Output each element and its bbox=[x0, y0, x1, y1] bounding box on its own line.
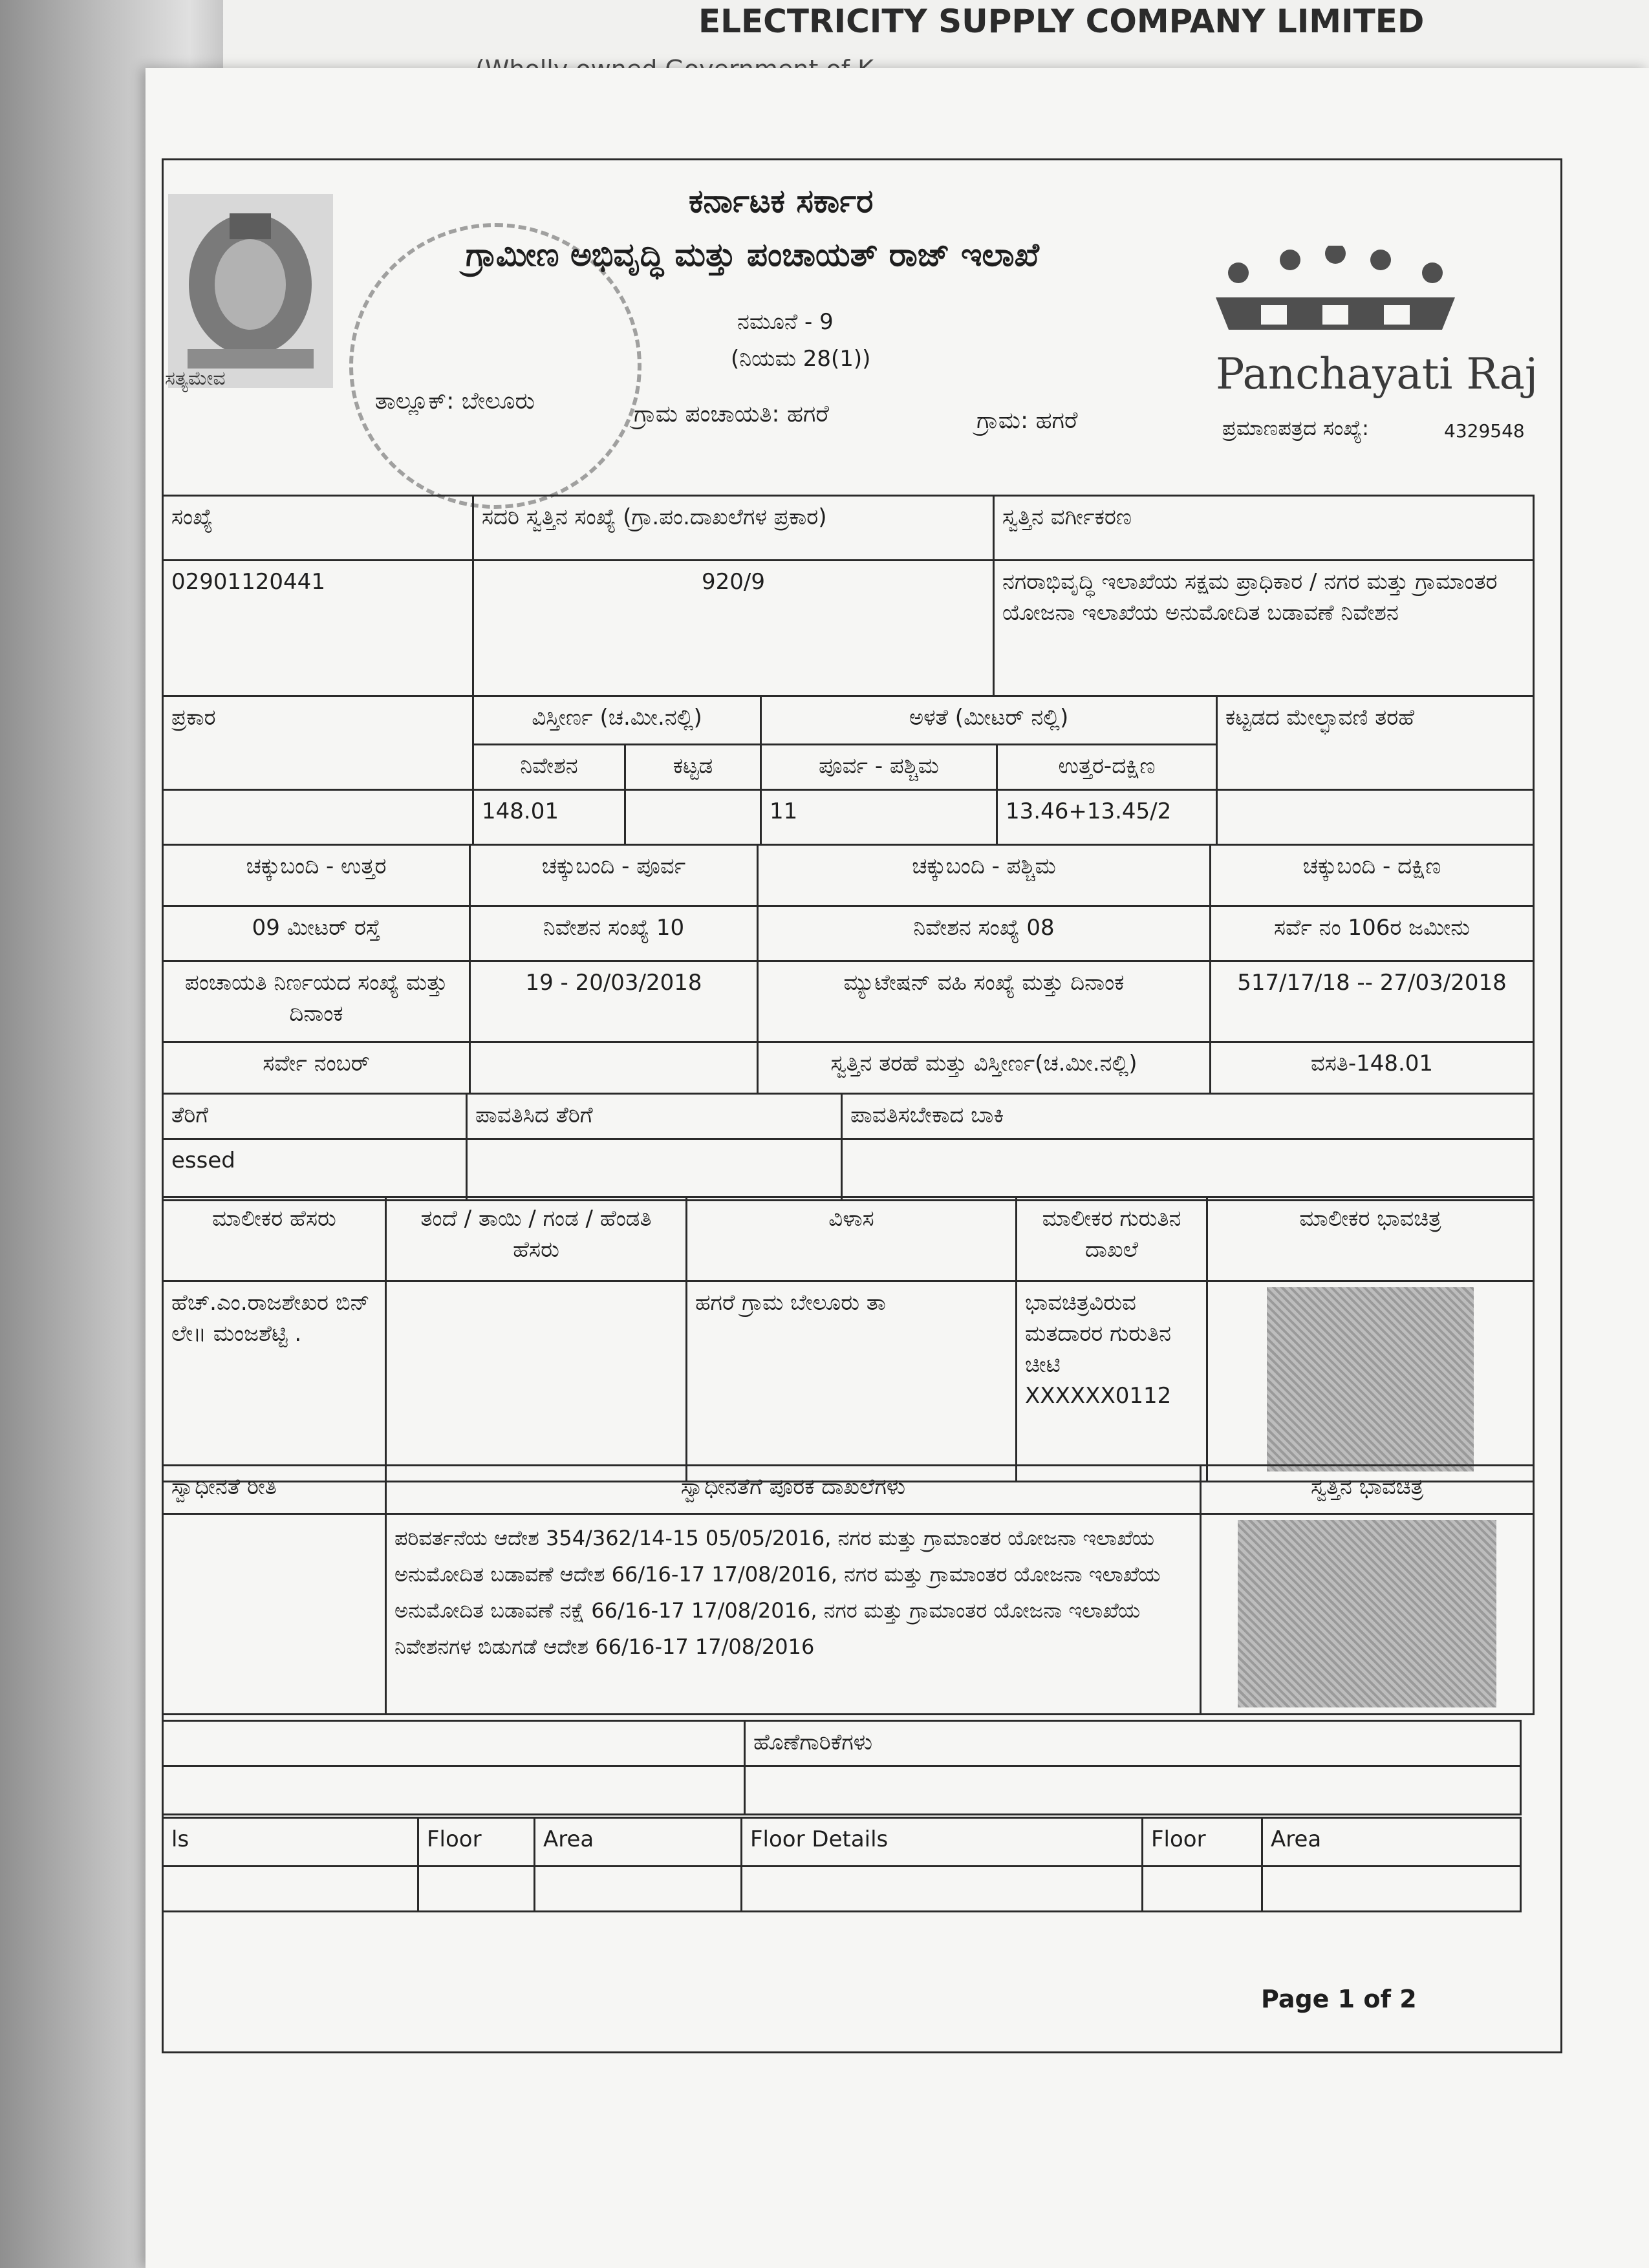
emblem-caption: ಸತ್ಯಮೇವ bbox=[165, 367, 226, 390]
south-boundary-value: ಸರ್ವೆ ನಂ 106ರ ಜಮೀನು bbox=[1211, 906, 1534, 961]
roof-type-value bbox=[1217, 790, 1534, 845]
boundaries-table bbox=[162, 844, 1535, 1095]
tax-due-value bbox=[842, 1139, 1534, 1201]
property-photo-cell bbox=[1201, 1514, 1534, 1715]
floor-cell bbox=[742, 1867, 1143, 1912]
west-boundary-value: ನಿವೇಶನ ಸಂಖ್ಯೆ 08 bbox=[758, 906, 1211, 961]
address-label: ವಿಳಾಸ bbox=[687, 1197, 1017, 1281]
north-south-label: ಉತ್ತರ-ದಕ್ಷಿಣ bbox=[997, 745, 1217, 790]
liabilities-left bbox=[163, 1721, 745, 1766]
acquisition-docs-label: ಸ್ವಾಧೀನತೆಗೆ ಪೂರಕ ದಾಖಲೆಗಳು bbox=[386, 1466, 1201, 1514]
panchayati-raj-logo bbox=[1209, 246, 1461, 365]
property-photo-label: ಸ್ವತ್ತಿನ ಭಾವಚಿತ್ರ bbox=[1201, 1466, 1534, 1514]
gram-panchayat-label: ಗ್ರಾಮ ಪಂಚಾಯತಿ: ಹಗರೆ bbox=[634, 401, 829, 427]
roof-type-label: ಕಟ್ಟಡದ ಮೇಲ್ಛಾವಣಿ ತರಹೆ bbox=[1217, 696, 1534, 790]
east-west-label: ಪೂರ್ವ - ಪಶ್ಚಿಮ bbox=[761, 745, 997, 790]
relative-name-label: ತಂದೆ / ತಾಯಿ / ಗಂಡ / ಹೆಂಡತಿ ಹೆಸರು bbox=[386, 1197, 687, 1281]
building-area-value bbox=[625, 790, 761, 845]
north-boundary-value: 09 ಮೀಟರ್ ರಸ್ತೆ bbox=[163, 906, 470, 961]
mutation-value: 517/17/18 -- 27/03/2018 bbox=[1211, 961, 1534, 1042]
survey-number-value bbox=[470, 1042, 758, 1094]
owner-table bbox=[162, 1196, 1535, 1482]
south-boundary-label: ಚಕ್ಕುಬಂದಿ - ದಕ್ಷಿಣ bbox=[1211, 845, 1534, 906]
owner-photo bbox=[1267, 1287, 1474, 1471]
floor-col-area: Area bbox=[535, 1818, 742, 1867]
row1-c3-label: ಸ್ವತ್ತಿನ ವರ್ಗೀಕರಣ bbox=[994, 496, 1534, 561]
rule-reference: (ನಿಯಮ 28(1)) bbox=[731, 346, 871, 372]
property-number-table bbox=[162, 495, 1535, 697]
north-south-value: 13.46+13.45/2 bbox=[997, 790, 1217, 845]
floor-col-floor: Floor bbox=[418, 1818, 535, 1867]
tax-label: ತೆರಿಗೆ bbox=[163, 1094, 467, 1139]
row1-c2-label: ಸದರಿ ಸ್ವತ್ತಿನ ಸಂಖ್ಯೆ (ಗ್ರಾ.ಪಂ.ದಾಖಲೆಗಳ ಪ್ರಕಾರ) bbox=[473, 496, 994, 561]
liabilities-value bbox=[745, 1766, 1521, 1815]
east-west-value: 11 bbox=[761, 790, 997, 845]
property-type-label: ಸ್ವತ್ತಿನ ತರಹೆ ಮತ್ತು ವಿಸ್ತೀರ್ಣ(ಚ.ಮೀ.ನಲ್ಲಿ) bbox=[758, 1042, 1211, 1094]
acquisition-docs-value: ಪರಿವರ್ತನೆಯ ಆದೇಶ 354/362/14-15 05/05/2016, ನಗರ ಮತ್ತು ಗ್ರಾಮಾಂತರ ಯೋಜನಾ ಇಲಾಖೆಯ ಅನುಮೋದಿತ ಬಡಾವಣೆ ಆದೇಶ 66/16-17 17/08/2016, ನಗರ ಮತ್ತು ಗ್ರಾಮಾಂತರ ಯೋಜನಾ ಇಲಾಖೆಯ ಅನುಮೋದಿತ ಬಡಾವಣೆ ನಕ್ಷೆ 66/16-17 17/08/2016, ನಗರ ಮತ್ತು ಗ್ರಾಮಾಂತರ ಯೋಜನಾ ಇಲಾಖೆಯ ನಿವೇಶನಗಳ ಬಿಡುಗಡೆ ಆದೇಶ 66/16-17 17/08/2016 bbox=[386, 1514, 1201, 1715]
liabilities-table bbox=[162, 1720, 1522, 1815]
government-title: ಕರ್ನಾಟಕ ಸರ್ಕಾರ bbox=[689, 182, 874, 220]
floor-cell bbox=[418, 1867, 535, 1912]
id-document-number: XXXXXX0112 bbox=[1025, 1383, 1172, 1409]
owner-id-label: ಮಾಲೀಕರ ಗುರುತಿನ ದಾಖಲೆ bbox=[1017, 1197, 1207, 1281]
tax-table bbox=[162, 1093, 1535, 1201]
owner-photo-label: ಮಾಲೀಕರ ಭಾವಚಿತ್ರ bbox=[1207, 1197, 1534, 1281]
east-boundary-label: ಚಕ್ಕುಬಂದಿ - ಪೂರ್ವ bbox=[470, 845, 758, 906]
acquisition-mode-value bbox=[163, 1514, 386, 1715]
row2-empty bbox=[163, 790, 473, 845]
property-id-value: 02901120441 bbox=[163, 561, 473, 696]
floor-cell bbox=[1262, 1867, 1521, 1912]
floor-details-table bbox=[162, 1817, 1522, 1912]
form-number: ನಮೂನೆ - 9 bbox=[737, 309, 834, 335]
resolution-value: 19 - 20/03/2018 bbox=[470, 961, 758, 1042]
floor-col-floor-2: Floor bbox=[1143, 1818, 1262, 1867]
row1-c1-label: ಸಂಖ್ಯೆ bbox=[163, 496, 473, 561]
certificate-label: ಪ್ರಮಾಣಪತ್ರದ ಸಂಖ್ಯೆ: bbox=[1222, 416, 1369, 440]
survey-number-label: ಸರ್ವೇ ನಂಬರ್ bbox=[163, 1042, 470, 1094]
west-boundary-label: ಚಕ್ಕುಬಂದಿ - ಪಶ್ಚಿಮ bbox=[758, 845, 1211, 906]
site-label: ನಿವೇಶನ bbox=[473, 745, 625, 790]
area-label: ವಿಸ್ತೀರ್ಣ (ಚ.ಮೀ.ನಲ್ಲಿ) bbox=[473, 696, 761, 745]
acquisition-mode-label: ಸ್ವಾಧೀನತೆ ರೀತಿ bbox=[163, 1466, 386, 1514]
floor-col-details: Floor Details bbox=[742, 1818, 1143, 1867]
property-photo bbox=[1238, 1520, 1496, 1707]
site-area-value: 148.01 bbox=[473, 790, 625, 845]
floor-col-ls: ls bbox=[163, 1818, 418, 1867]
village-label: ಗ್ರಾಮ: ಹಗರೆ bbox=[976, 407, 1078, 434]
north-boundary-label: ಚಕ್ಕುಬಂದಿ - ಉತ್ತರ bbox=[163, 845, 470, 906]
relative-name-value bbox=[386, 1281, 687, 1482]
acquisition-table bbox=[162, 1464, 1535, 1715]
owner-name-label: ಮಾಲೀಕರ ಹೆಸರು bbox=[163, 1197, 386, 1281]
property-type-value: ವಸತಿ-148.01 bbox=[1211, 1042, 1534, 1094]
area-dimensions-table bbox=[162, 695, 1535, 846]
floor-cell bbox=[1143, 1867, 1262, 1912]
east-boundary-value: ನಿವೇಶನ ಸಂಖ್ಯೆ 10 bbox=[470, 906, 758, 961]
page-number: Page 1 of 2 bbox=[1261, 1985, 1417, 2013]
id-document-type: ಭಾವಚಿತ್ರವಿರುವ ಮತದಾರರ ಗುರುತಿನ ಚೀಟಿ bbox=[1025, 1290, 1172, 1378]
liabilities-left-value bbox=[163, 1766, 745, 1815]
tax-paid-label: ಪಾವತಿಸಿದ ತೆರಿಗೆ bbox=[467, 1094, 842, 1139]
resolution-label: ಪಂಚಾಯತಿ ನಿರ್ಣಯದ ಸಂಖ್ಯೆ ಮತ್ತು ದಿನಾಂಕ bbox=[163, 961, 470, 1042]
building-label: ಕಟ್ಟಡ bbox=[625, 745, 761, 790]
tax-paid-value bbox=[467, 1139, 842, 1201]
floor-col-area-2: Area bbox=[1262, 1818, 1521, 1867]
property-classification-value: ನಗರಾಭಿವೃದ್ಧಿ ಇಲಾಖೆಯ ಸಕ್ಷಮ ಪ್ರಾಧಿಕಾರ / ನಗರ ಮತ್ತು ಗ್ರಾಮಾಂತರ ಯೋಜನಾ ಇಲಾಖೆಯ ಅನುಮೋದಿತ ಬಡಾವಣೆ ನಿವೇಶನ bbox=[994, 561, 1534, 696]
liabilities-label: ಹೊಣೆಗಾರಿಕೆಗಳು bbox=[745, 1721, 1521, 1766]
tax-due-label: ಪಾವತಿಸಬೇಕಾದ ಬಾಕಿ bbox=[842, 1094, 1534, 1139]
karnataka-emblem bbox=[162, 187, 339, 394]
company-name: ELECTRICITY SUPPLY COMPANY LIMITED bbox=[698, 3, 1425, 40]
row2-c1-label: ಪ್ರಕಾರ bbox=[163, 696, 473, 790]
certificate-number: 4329548 bbox=[1444, 420, 1525, 442]
department-title: ಗ್ರಾಮೀಣ ಅಭಿವೃದ್ಧಿ ಮತ್ತು ಪಂಚಾಯತ್ ರಾಜ್ ಇಲಾಖೆ bbox=[466, 236, 1039, 273]
mutation-label: ಮ್ಯುಟೇಷನ್ ವಹಿ ಸಂಖ್ಯೆ ಮತ್ತು ದಿನಾಂಕ bbox=[758, 961, 1211, 1042]
assessed-label: essed bbox=[163, 1139, 467, 1201]
taluk-label: ತಾಲ್ಲೂಕ್: ಬೇಲೂರು bbox=[375, 388, 535, 414]
dimensions-label: ಅಳತೆ (ಮೀಟರ್ ನಲ್ಲಿ) bbox=[761, 696, 1217, 745]
floor-cell bbox=[163, 1867, 418, 1912]
owner-id-value bbox=[1017, 1281, 1207, 1482]
owner-photo-cell bbox=[1207, 1281, 1534, 1482]
property-number-value: 920/9 bbox=[473, 561, 994, 696]
owner-name-value: ಹೆಚ್.ಎಂ.ರಾಜಶೇಖರ ಬಿನ್ ಲೇ॥ ಮಂಜಶೆಟ್ಟಿ . bbox=[163, 1281, 386, 1482]
address-value: ಹಗರೆ ಗ್ರಾಮ ಬೇಲೂರು ತಾ bbox=[687, 1281, 1017, 1482]
logo-text: Panchayati Raj bbox=[1216, 349, 1538, 399]
floor-cell bbox=[535, 1867, 742, 1912]
